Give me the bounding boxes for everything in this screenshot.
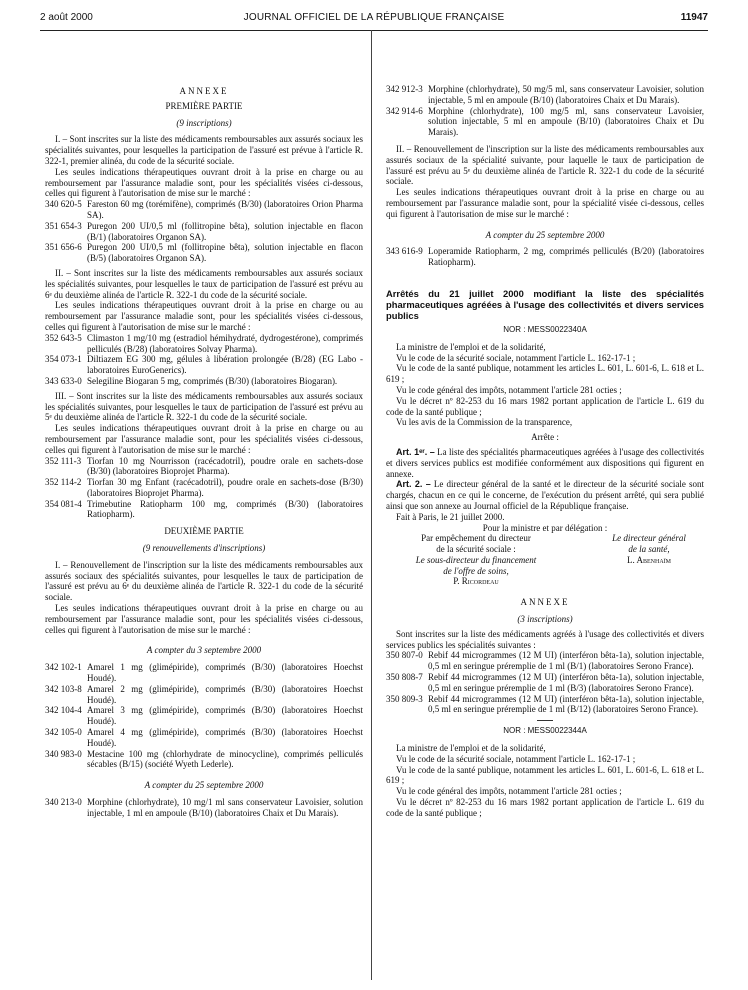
renewal1-list-b xyxy=(45,797,363,819)
sig-left-line-2: de la sécurité sociale : xyxy=(436,544,516,555)
item-code: 340 983-0 xyxy=(45,748,82,759)
item-text: Morphine (chlorhydrate), 100 mg/5 ml, sans conservateur Lavoisier, solution injectable, 5 ml en ampoule (B/10) (laboratoires Chaix et Du Marais). xyxy=(428,105,704,138)
list-item xyxy=(386,672,704,694)
vus-list-2 xyxy=(386,754,704,819)
renewal2-indications: Les seules indications thérapeutiques ouvrant droit à la prise en charge ou au remboursement par l'assurance maladie sont, pour la spécialité visée ci-dessous, celles qui figurent à l'autorisation de mise sur le marché : xyxy=(386,187,704,219)
item-text: Loperamide Ratiopharm, 2 mg, comprimés pelliculés (B/20) (laboratoires Ratiopharm). xyxy=(428,246,704,268)
list-item xyxy=(45,727,363,749)
section3-intro: III. – Sont inscrites sur la liste des médicaments remboursables aux assurés sociaux les spécialités suivantes, pour lesquelles le taux de participation de l'assuré est prévu au 5ᵉ du deuxième alinéa de l'article R. 322-1 du code de la sécurité sociale. xyxy=(45,390,363,423)
sig-left-name: P. Ricordeau xyxy=(453,576,499,587)
article-1-label: Art. 1ᵉʳ. – xyxy=(396,446,435,457)
item-code: 351 654-3 xyxy=(45,220,82,231)
arrete-label: Arrête : xyxy=(531,432,559,443)
date-heading-c: A compter du 25 septembre 2000 xyxy=(485,229,605,240)
list-item xyxy=(45,705,363,727)
sig-right-line-2: de la santé, xyxy=(628,544,670,555)
minister-line-1: La ministre de l'emploi et de la solidarité, xyxy=(396,341,546,352)
part2-count: (9 renouvellements d'inscriptions) xyxy=(142,543,266,554)
header-title: JOURNAL OFFICIEL DE LA RÉPUBLIQUE FRANÇAISE xyxy=(243,12,505,23)
list-item xyxy=(45,456,363,478)
right-column xyxy=(386,84,704,819)
item-code: 342 104-4 xyxy=(45,705,82,716)
item-code: 352 114-2 xyxy=(45,477,82,488)
item-text: Trimebutine Ratiopharm 100 mg, comprimés (B/30) (laboratoires Ratiopharm). xyxy=(87,498,363,520)
list-item xyxy=(386,246,704,268)
list-item xyxy=(386,650,704,672)
renewal2-list xyxy=(386,246,704,268)
header-rule xyxy=(40,30,708,31)
item-code: 343 616-9 xyxy=(386,246,423,257)
item-code: 350 808-7 xyxy=(386,672,423,683)
annexe2-count: (3 inscriptions) xyxy=(517,614,573,625)
vu-line: Vu le code de la santé publique, notamment les articles L. 601, L. 601-6, L. 618 et L. 619 ; xyxy=(386,764,704,786)
delegation-line: Pour la ministre et par délégation : xyxy=(482,522,608,533)
date-heading-b: A compter du 25 septembre 2000 xyxy=(144,780,264,791)
item-code: 342 105-0 xyxy=(45,727,82,738)
item-text: Puregon 200 UI/0,5 ml (follitropine bêta), solution injectable en flacon (B/5) (laboratoires Organon SA). xyxy=(87,242,363,264)
item-text: Amarel 3 mg (glimépiride), comprimés (B/30) (laboratoires Hoechst Houdé). xyxy=(87,705,363,727)
sig-right-name: L. Abenhaïm xyxy=(627,554,671,565)
item-code: 352 111-3 xyxy=(45,455,82,466)
vus-list-1 xyxy=(386,353,704,429)
vu-line: Vu le code de la sécurité sociale, notamment l'article L. 162-17-1 ; xyxy=(396,753,636,764)
header-page-number: 11947 xyxy=(680,12,708,23)
item-code: 352 643-5 xyxy=(45,332,82,343)
part1-heading: PREMIÈRE PARTIE xyxy=(165,100,243,111)
right-top-list xyxy=(386,84,704,138)
item-text: Morphine (chlorhydrate), 10 mg/1 ml sans conservateur Lavoisier, solution injectable, 1 ml en ampoule (B/10) (laboratoires Chaix et Du Marais). xyxy=(87,797,363,818)
header-date: 2 août 2000 xyxy=(40,12,93,23)
list-item xyxy=(386,106,704,138)
article-2-label: Art. 2. – xyxy=(396,479,431,490)
section2-indications: Les seules indications thérapeutiques ouvrant droit à la prise en charge ou au remboursement par l'assurance maladie sont, pour les spécialités visées ci-dessous, celles qui figurent à l'autorisation de mise sur le marché : xyxy=(45,300,363,332)
sig-right-line-1: Le directeur général xyxy=(612,533,686,544)
item-text: Mestacine 100 mg (chlorhydrate de minocycline), comprimés pelliculés sécables (B/15) (société Wyeth Lederle). xyxy=(87,748,363,770)
renewal1-indications: Les seules indications thérapeutiques ouvrant droit à la prise en charge ou au remboursement par l'assurance maladie sont, pour les spécialités visées ci-dessous, celles qui figurent à l'autorisation de mise sur le marché : xyxy=(45,603,363,635)
article-1 xyxy=(386,447,704,479)
item-code: 342 912-3 xyxy=(386,84,423,94)
item-code: 342 102-1 xyxy=(45,662,82,673)
item-code: 351 656-6 xyxy=(45,242,82,253)
part1-count: (9 inscriptions) xyxy=(176,117,232,128)
item-text: Selegiline Biogaran 5 mg, comprimés (B/30) (laboratoires Biogaran). xyxy=(87,375,338,386)
list-item xyxy=(45,749,363,771)
renewal1-intro: I. – Renouvellement de l'inscription sur la liste des médicaments remboursables aux assurés sociaux des spécialités suivantes, pour lesquelles le taux de participation de l'assuré est prévu au 6ᵉ du deuxième alinéa de l'article R. 322-1 du code de la sécurité sociale. xyxy=(45,559,363,603)
item-text: Amarel 4 mg (glimépiride), comprimés (B/30) (laboratoires Hoechst Houdé). xyxy=(87,727,363,748)
annexe2-intro: Sont inscrites sur la liste des médicaments agréés à l'usage des collectivités et divers services publics les spécialités suivantes : xyxy=(386,628,704,650)
vu-line: Vu le décret nº 82-253 du 16 mars 1982 portant application de l'article L. 619 du code de la santé publique ; xyxy=(386,395,704,417)
sig-left-line-1: Par empêchement du directeur xyxy=(421,533,531,544)
list-item xyxy=(45,242,363,264)
vu-line: Vu le code général des impôts, notamment l'article 281 octies ; xyxy=(396,384,622,395)
item-text: Climaston 1 mg/10 mg (estradiol hémihydraté, dydrogestérone), comprimés pelliculés (B/28) (laboratoires Solvay Pharma). xyxy=(87,332,363,354)
item-text: Morphine (chlorhydrate), 50 mg/5 ml, sans conservateur Lavoisier, solution injectable, 5 ml en ampoule (B/10) (laboratoires Chaix et Du Marais). xyxy=(428,84,704,105)
item-code: 342 914-6 xyxy=(386,105,423,116)
signature-left xyxy=(386,533,566,587)
vu-line: Vu le code de la sécurité sociale, notamment l'article L. 162-17-1 ; xyxy=(396,352,636,363)
sig-left-line-3: Le sous-directeur du financement xyxy=(415,554,537,565)
vu-line: Vu les avis de la Commission de la transparence, xyxy=(396,417,573,428)
item-text: Puregon 200 UI/0,5 ml (follitropine bêta), solution injectable en flacon (B/1) (laboratoires Organon SA). xyxy=(87,220,363,242)
signature-right xyxy=(594,533,704,587)
item-text: Tiorfan 10 mg Nourrisson (racécadotril), poudre orale en sachets-dose (B/30) (laboratoires Bioprojet Pharma). xyxy=(87,455,363,477)
article-2-text: Le directeur général de la santé et le directeur de la sécurité sociale sont chargés, chacun en ce qui le concerne, de l'exécution du présent arrêté, qui sera publié ainsi que son annexe au Journal officiel de la République française. xyxy=(386,479,705,511)
section2-intro: II. – Sont inscrites sur la liste des médicaments remboursables aux assurés sociaux les spécialités suivantes, pour lesquelles le taux de participation de l'assuré est prévu au 6ᵉ du deuxième alinéa de l'article R. 322-1 du code de la sécurité sociale. xyxy=(45,267,363,300)
list-item xyxy=(45,333,363,355)
sig-left-line-4: de l'offre de soins, xyxy=(443,565,509,576)
vu-line: Vu le code général des impôts, notamment l'article 281 octies ; xyxy=(396,786,622,797)
vu-line: Vu le décret nº 82-253 du 16 mars 1982 portant application de l'article L. 619 du code de la santé publique ; xyxy=(386,797,704,818)
item-code: 342 103-8 xyxy=(45,683,82,694)
item-text: Rebif 44 microgrammes (12 M UI) (interféron bêta-1a), solution injectable, 0,5 ml en seringue préremplie de 1 ml (B/3) (laboratoires Serono France). xyxy=(428,672,704,693)
list-item xyxy=(45,499,363,521)
column-divider xyxy=(371,30,372,980)
item-text: Diltiazem EG 300 mg, gélules à libération prolongée (B/28) (EG Labo - laboratoires EuroGenerics). xyxy=(87,354,363,376)
list-item xyxy=(386,84,704,106)
item-text: Amarel 1 mg (glimépiride), comprimés (B/30) (laboratoires Hoechst Houdé). xyxy=(87,662,363,684)
item-text: Rebif 44 microgrammes (12 M UI) (interféron bêta-1a), solution injectable, 0,5 ml en seringue préremplie de 1 ml (B/1) (laboratoires Serono France). xyxy=(428,650,704,672)
item-code: 354 081-4 xyxy=(45,498,82,509)
article-1-text: La liste des spécialités pharmaceutiques agréées à l'usage des collectivités et divers services publics est modifiée conformément aux dispositions qui figurent en annexe. xyxy=(386,446,705,479)
item-text: Fareston 60 mg (torémifène), comprimés (B/30) (laboratoires Orion Pharma SA). xyxy=(87,199,363,220)
section3-indications: Les seules indications thérapeutiques ouvrant droit à la prise en charge ou au remboursement par l'assurance maladie sont, pour les spécialités visées ci-dessous, celles qui figurent à l'autorisation de mise sur le marché : xyxy=(45,423,363,455)
item-code: 350 807-0 xyxy=(386,650,423,661)
list-item xyxy=(45,354,363,376)
part2-heading: DEUXIÈME PARTIE xyxy=(164,526,244,537)
section1-list xyxy=(45,199,363,264)
signatures xyxy=(386,533,704,587)
section3-list xyxy=(45,456,363,521)
list-item xyxy=(45,477,363,499)
section1-intro: I. – Sont inscrites sur la liste des médicaments remboursables aux assurés sociaux les spécialités suivantes, pour lesquelles la participation de l'assuré est prévue à l'article R. 322-1, premier alinéa, du code de la sécurité sociale. xyxy=(45,134,363,166)
annexe2-list xyxy=(386,650,704,715)
fait-line: Fait à Paris, le 21 juillet 2000. xyxy=(396,511,505,522)
date-heading-a: A compter du 3 septembre 2000 xyxy=(146,645,262,656)
item-text: Rebif 44 microgrammes (12 M UI) (interféron bêta-1a), solution injectable, 0,5 ml en seringue préremplie de 1 ml (B/12) (laboratoires Serono France). xyxy=(428,693,704,715)
page-header xyxy=(40,8,708,28)
vu-line: Vu le code de la santé publique, notamment les articles L. 601, L. 601-6, L. 618 et L. 619 ; xyxy=(386,363,704,385)
nor-reference-2: NOR : MESS0022344A xyxy=(503,726,587,736)
list-item xyxy=(45,221,363,243)
arrete-title: Arrêtés du 21 juillet 2000 modifiant la liste des spécialités pharmaceutiques agréées à l'usage des collectivités et divers services publics xyxy=(386,287,704,321)
item-code: 343 633-0 xyxy=(45,375,82,386)
list-item xyxy=(386,694,704,716)
item-code: 354 073-1 xyxy=(45,354,82,365)
left-column xyxy=(45,86,363,819)
item-code: 340 620-5 xyxy=(45,199,82,210)
article-2 xyxy=(386,479,704,511)
separator xyxy=(537,720,553,721)
list-item xyxy=(45,376,363,387)
item-text: Tiorfan 30 mg Enfant (racécadotril), poudre orale en sachets-dose (B/30) (laboratoires Bioprojet Pharma). xyxy=(87,477,363,498)
nor-reference-1: NOR : MESS0022340A xyxy=(503,324,587,334)
section1-indications: Les seules indications thérapeutiques ouvrant droit à la prise en charge ou au remboursement par l'assurance maladie sont, pour les spécialités visées ci-dessous, celles qui figurent à l'autorisation de mise sur le marché : xyxy=(45,166,363,199)
list-item xyxy=(45,797,363,819)
list-item xyxy=(45,199,363,221)
section2-list xyxy=(45,333,363,387)
item-text: Amarel 2 mg (glimépiride), comprimés (B/30) (laboratoires Hoechst Houdé). xyxy=(87,683,363,705)
renewal2-intro: II. – Renouvellement de l'inscription sur la liste des médicaments remboursables aux assurés sociaux de la spécialité suivante, pour laquelle le taux de participation de l'assuré est prévu au 5ᵉ du deuxième alinéa de l'article R. 322-1 du code de la sécurité sociale. xyxy=(386,143,704,187)
annexe-heading: ANNEXE xyxy=(179,86,229,96)
annexe2-heading: ANNEXE xyxy=(520,597,570,608)
renewal1-list xyxy=(45,662,363,770)
minister-line-2: La ministre de l'emploi et de la solidarité, xyxy=(396,743,546,754)
item-code: 340 213-0 xyxy=(45,797,82,808)
list-item xyxy=(45,684,363,706)
list-item xyxy=(45,662,363,684)
item-code: 350 809-3 xyxy=(386,693,423,704)
